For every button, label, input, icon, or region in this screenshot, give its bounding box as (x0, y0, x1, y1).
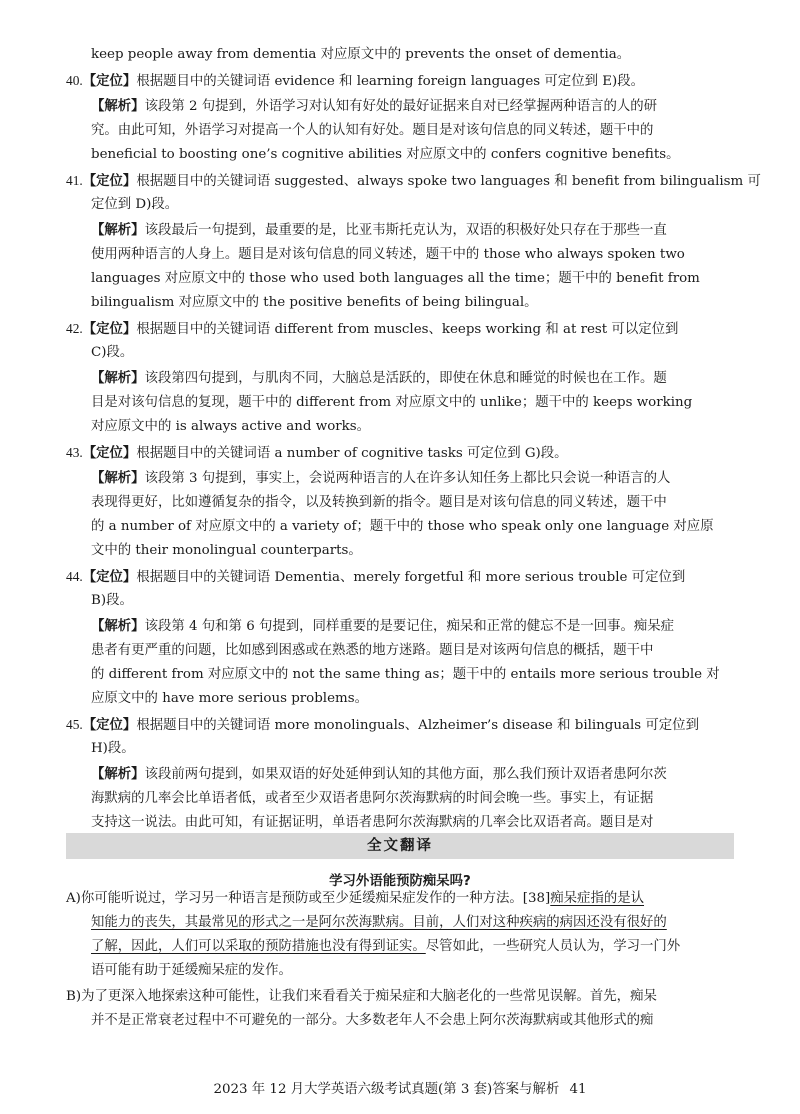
text-segment: 40. (66, 73, 83, 88)
text-segment: 根据题目中的关键词语 suggested、always spoke two languages 和 benefit from bilingualism 可 (136, 174, 761, 189)
label-tag: 【解析】 (91, 223, 145, 238)
text-line (91, 243, 685, 267)
label-tag: 【定位】 (82, 322, 137, 337)
text-line (91, 811, 653, 835)
section-title-band (66, 833, 734, 859)
text-segment: 45. (66, 717, 83, 732)
label-tag: 【定位】 (82, 174, 137, 189)
text-segment: 44. (66, 569, 83, 584)
text-line (91, 143, 680, 167)
text-segment: C)段。 (91, 345, 134, 360)
page-number: 41 (569, 1082, 587, 1097)
text-line (91, 763, 667, 787)
text-segment: bilingualism 对应原文中的 the positive benefits of being bilingual。 (91, 295, 538, 310)
text-line (66, 985, 657, 1009)
label-tag: 【定位】 (82, 718, 137, 733)
text-segment: 了解，因此，人们可以采取的预防措施也没有得到证实。 (91, 939, 426, 954)
text-segment: 尽管如此，一些研究人员认为，学习一门外 (425, 939, 681, 954)
text-segment: beneficial to boosting one’s cognitive abilities 对应原文中的 confers cognitive benefits。 (91, 147, 680, 162)
text-segment: 根据题目中的关键词语 different from muscles、keeps working 和 at rest 可以定位到 (136, 322, 679, 337)
text-line (91, 43, 630, 67)
text-segment: 对应原文中的 is always active and works。 (91, 419, 371, 434)
text-segment: 根据题目中的关键词语 more monolinguals、Alzheimer’s disease 和 bilinguals 可定位到 (136, 718, 699, 733)
text-line (91, 687, 368, 711)
footer-source: 2023 年 12 月大学英语六级考试真题(第 3 套)答案与解析 (213, 1082, 560, 1097)
text-line (91, 515, 714, 539)
text-line (66, 69, 644, 94)
text-segment: 根据题目中的关键词语 evidence 和 learning foreign languages 可定位到 E)段。 (136, 74, 645, 89)
text-segment: 根据题目中的关键词语 a number of cognitive tasks 可定位到 G)段。 (136, 446, 568, 461)
text-segment: 该段最后一句提到，最重要的是，比亚韦斯托克认为，双语的积极好处只存在于那些一直 (144, 223, 667, 238)
text-line (66, 713, 699, 738)
text-segment: H)段。 (91, 741, 135, 756)
text-segment: A)你可能听说过，学习另一种语言是预防或至少延缓痴呆症发作的一种方法。[38] (66, 891, 551, 906)
text-segment: 该段第 3 句提到，事实上，会说两种语言的人在许多认知任务上都比只会说一种语言的人 (144, 471, 671, 486)
text-segment: 支持这一说法。由此可知，有证据证明，单语者患阿尔茨海默病的几率会比双语者高。题目是对 (91, 815, 654, 830)
text-segment: 的 different from 对应原文中的 not the same thing as；题干中的 entails more serious trouble 对 (91, 667, 720, 682)
text-segment: 该段第四句提到，与肌肉不同，大脑总是活跃的，即使在休息和睡觉的时候也在工作。题 (144, 371, 667, 386)
text-segment: B)段。 (91, 593, 133, 608)
text-line (91, 639, 653, 663)
text-segment: 定位到 D)段。 (91, 197, 179, 212)
text-line (91, 491, 667, 515)
text-line (91, 367, 667, 391)
text-line (91, 539, 362, 563)
label-tag: 【解析】 (91, 371, 145, 386)
text-line (91, 911, 667, 935)
label-tag: 【解析】 (91, 767, 145, 782)
text-line (91, 737, 135, 761)
text-line (91, 267, 700, 291)
text-segment: 的 a number of 对应原文中的 a variety of；题干中的 those who speak only one language 对应原 (91, 519, 714, 534)
text-segment: 表现得更好，比如遵循复杂的指令，以及转换到新的指令。题目是对该句信息的同义转述，题干中 (91, 495, 667, 510)
text-segment: B)为了更深入地探索这种可能性，让我们来看看关于痴呆症和大脑老化的一些常见误解。首先，痴呆 (66, 989, 657, 1004)
text-segment: keep people away from dementia 对应原文中的 prevents the onset of dementia。 (91, 47, 631, 62)
text-segment: 43. (66, 445, 83, 460)
text-line (91, 119, 653, 143)
text-line (91, 391, 692, 415)
label-tag: 【解析】 (91, 99, 145, 114)
text-segment: 41. (66, 173, 83, 188)
text-line (91, 615, 674, 639)
text-segment: 该段前两句提到，如果双语的好处延伸到认知的其他方面，那么我们预计双语者患阿尔茨 (144, 767, 667, 782)
text-segment: 语可能有助于延缓痴呆症的发作。 (91, 963, 292, 978)
text-line (91, 291, 538, 315)
text-line (91, 589, 133, 613)
text-segment: 该段第 4 句和第 6 句提到，同样重要的是要记住，痴呆和正常的健忘不是一回事。痴呆症 (144, 619, 675, 634)
label-tag: 【解析】 (91, 471, 145, 486)
text-segment: 究。由此可知，外语学习对提高一个人的认知有好处。题目是对该句信息的同义转述，题干中的 (91, 123, 654, 138)
text-line (66, 565, 685, 590)
text-segment: 该段第 2 句提到，外语学习对认知有好处的最好证据来自对已经掌握两种语言的人的研 (144, 99, 658, 114)
text-line (66, 317, 678, 342)
text-line (91, 787, 653, 811)
text-segment: 42. (66, 321, 83, 336)
text-segment: 痴呆症指的是认 (550, 891, 645, 906)
text-line (91, 341, 133, 365)
label-tag: 【解析】 (91, 619, 145, 634)
text-segment: 根据题目中的关键词语 Dementia、merely forgetful 和 more serious trouble 可定位到 (136, 570, 686, 585)
text-line (91, 219, 667, 243)
label-tag: 【定位】 (82, 446, 137, 461)
text-line (91, 935, 680, 959)
text-line (66, 441, 568, 466)
text-segment: 海默病的几率会比单语者低，或者至少双语者患阿尔茨海默病的时间会晚一些。事实上，有证据 (91, 791, 654, 806)
text-line (91, 415, 370, 439)
passage-title: 学习外语能预防痴呆吗? (329, 874, 471, 889)
label-tag: 【定位】 (82, 570, 137, 585)
text-line (91, 95, 657, 119)
text-segment: 目是对该句信息的复现，题干中的 different from 对应原文中的 unlike；题干中的 keeps working (91, 395, 693, 410)
text-line (91, 959, 292, 983)
text-line (91, 663, 720, 687)
text-segment: 应原文中的 have more serious problems。 (91, 691, 368, 706)
section-title: 全文翻译 (367, 838, 433, 854)
text-line (91, 467, 670, 491)
text-line (91, 1009, 653, 1033)
text-line (66, 169, 761, 194)
page-footer (0, 1078, 800, 1102)
text-line (91, 193, 178, 217)
text-segment: 并不是正常衰老过程中不可避免的一部分。大多数老年人不会患上阿尔茨海默病或其他形式的痴 (91, 1013, 654, 1028)
text-segment: 使用两种语言的人身上。题目是对该句信息的同义转述，题干中的 those who always spoken two (91, 247, 685, 262)
text-segment: 知能力的丧失，其最常见的形式之一是阿尔茨海默病。目前，人们对这种疾病的病因还没有很好的 (91, 915, 667, 930)
text-segment: 患者有更严重的问题，比如感到困惑或在熟悉的地方迷路。题目是对该两句信息的概括，题干中 (91, 643, 654, 658)
text-segment: languages 对应原文中的 those who used both languages all the time；题干中的 benefit from (91, 271, 700, 286)
label-tag: 【定位】 (82, 74, 137, 89)
text-segment: 文中的 their monolingual counterparts。 (91, 543, 362, 558)
